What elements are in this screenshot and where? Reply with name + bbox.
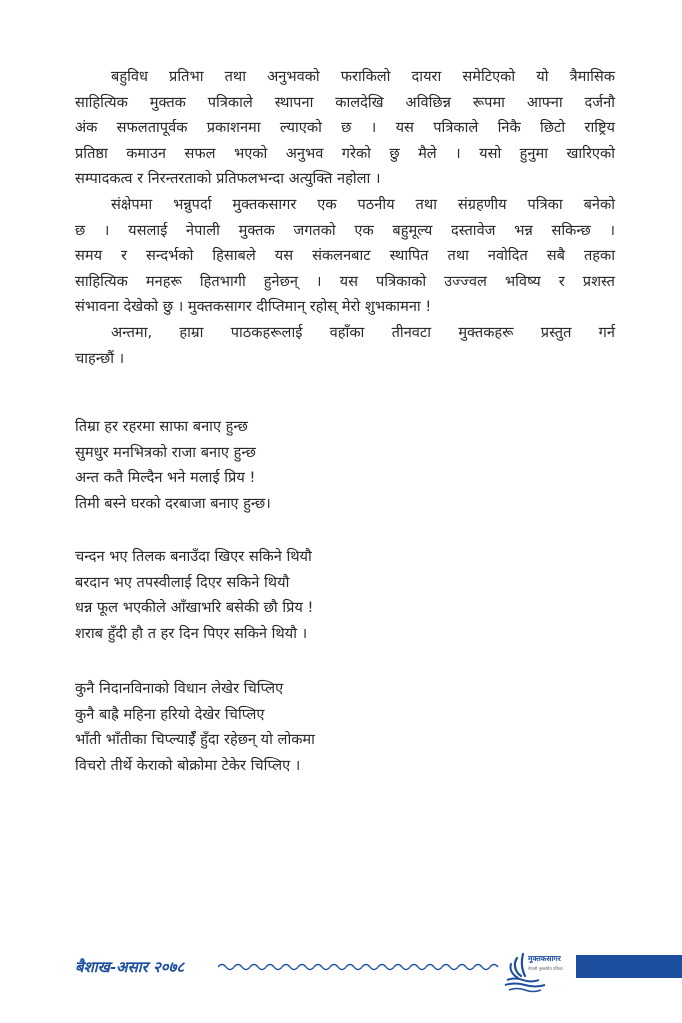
poem-3 bbox=[75, 676, 635, 778]
text-line: साहित्यिक मनहरू हितभागी हुनेछन् । यस पत्रिकाको उज्ज्वल भविष्य र प्रशस्त bbox=[75, 272, 615, 290]
poem-line: चन्दन भए तिलक बनाउँदा खिएर सकिने थियौ bbox=[75, 548, 312, 565]
text-line: चाहन्छौं । bbox=[75, 349, 125, 367]
paragraph-3 bbox=[75, 320, 615, 371]
text-line: अंक सफलतापूर्वक प्रकाशनमा ल्याएको छ । यस पत्रिकाले निकै छिटो राष्ट्रिय bbox=[75, 119, 615, 137]
text-line: साहित्यिक मुक्तक पत्रिकाले स्थापना कालदेखि अविछिन्न रूपमा आफ्ना दर्जनौ bbox=[75, 93, 615, 111]
text-line: संक्षेपमा भन्नुपर्दा मुक्तकसागर एक पठनीय तथा संग्रहणीय पत्रिका बनेको bbox=[111, 195, 615, 213]
text-line: समय र सन्दर्भको हिसाबले यस संकलनबाट स्थापित तथा नवोदित सबै तहका bbox=[75, 247, 615, 265]
poem-line: शराब हुँदी हौ त हर दिन पिएर सकिने थियौ । bbox=[75, 624, 308, 642]
poem-2 bbox=[75, 544, 635, 646]
poem-line: विचरो तीर्थे केराको बोक्रोमा टेकेर चिप्लिए । bbox=[75, 756, 301, 774]
paragraph-1 bbox=[75, 64, 615, 192]
logo-subtitle: नेपाली मुक्तकीय पत्रिका bbox=[528, 966, 563, 971]
poem-line: तिमी बस्ने घरको दरबाजा बनाए हुन्छ। bbox=[75, 494, 271, 512]
issue-label: बैशाख-असार २०७८ bbox=[75, 958, 185, 976]
text-line: प्रतिष्ठा कमाउन सफल भएको अनुभव गरेको छु मैले । यसो हुनुमा खारिएको bbox=[75, 144, 615, 162]
poem-line: कुनै निदानविनाको विधान लेखेर चिप्लिए bbox=[75, 680, 284, 697]
poem-line: सुमधुर मनभित्रको राजा बनाए हुन्छ bbox=[75, 443, 256, 461]
poem-line: अन्त कतै मिल्दैन भने मलाई प्रिय ! bbox=[75, 469, 256, 487]
poem-1 bbox=[75, 414, 635, 516]
poem-line: कुनै बाह्रै महिना हरियो देखेर चिप्लिए bbox=[75, 705, 265, 723]
text-line: अन्तमा, हाम्रा पाठकहरूलाई वहाँका तीनवटा मुक्तकहरू प्रस्तुत गर्न bbox=[111, 323, 615, 341]
text-line: बहुविध प्रतिभा तथा अनुभवको फराकिलो दायरा समेटिएको यो त्रैमासिक bbox=[111, 68, 615, 85]
wave-divider-icon bbox=[218, 959, 500, 975]
paragraph-2 bbox=[75, 192, 615, 320]
poem-line: भाँती भाँतीका चिप्ल्याईँ हुँदा रहेछन् यो लोकमा bbox=[75, 731, 315, 749]
text-line: सम्पादकत्व र निरन्तरताको प्रतिफलभन्दा अत्युक्ति नहोला । bbox=[75, 170, 381, 188]
poem-line: तिम्रा हर रहरमा साफा बनाए हुन्छ bbox=[75, 418, 248, 435]
body-text bbox=[75, 64, 615, 371]
text-line: संभावना देखेको छु । मुक्तकसागर दीप्तिमान् रहोस् मेरो शुभकामना ! bbox=[75, 298, 432, 316]
poem-line: बरदान भए तपस्वीलाई दिएर सकिने थियौ bbox=[75, 573, 290, 591]
logo-label: मुक्तकसागर bbox=[528, 954, 561, 963]
footer-accent-bar bbox=[576, 955, 682, 978]
page-footer bbox=[0, 950, 682, 1000]
text-line: छ । यसलाई नेपाली मुक्तक जगतको एक बहुमूल्य दस्तावेज भन्न सकिन्छ । bbox=[75, 221, 615, 239]
poem-line: धन्न फूल भएकीले आँखाभरि बसेकी छौ प्रिय ! bbox=[75, 599, 314, 617]
